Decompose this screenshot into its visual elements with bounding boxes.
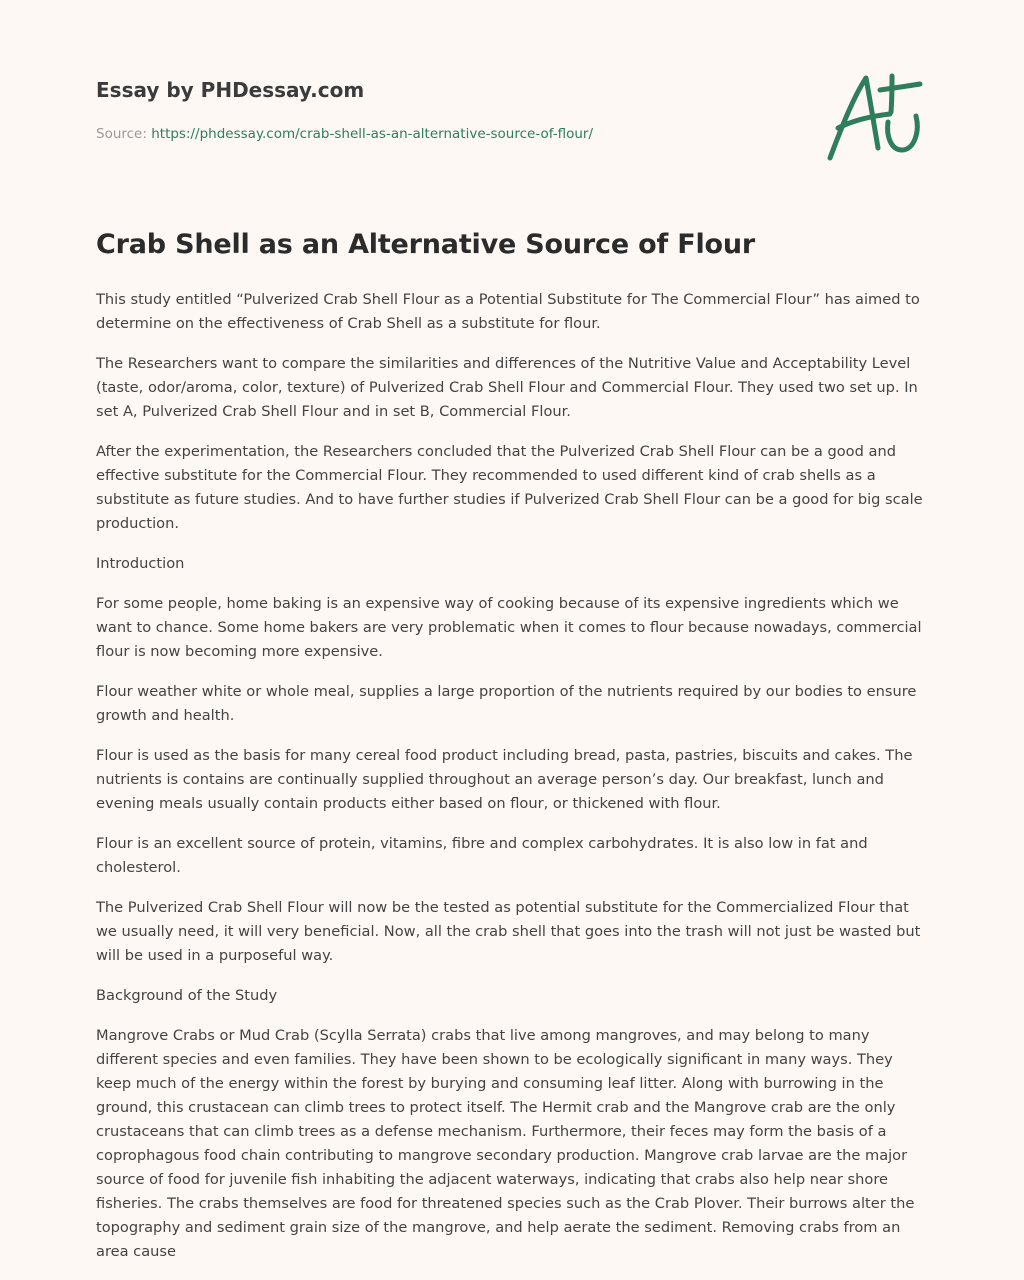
paragraph: The Researchers want to compare the similarities and differences of the Nutritive Value and Acceptability Level (taste, odor/aroma, color, texture) of Pulverized Crab Shell Flour and Commercial Flour. They used two set up. In set A, Pulverized Crab Shell Flour and in set B, Commercial Flour. [96,355,918,420]
article-title: Crab Shell as an Alternative Source of Flour [96,229,756,260]
paragraph: The Pulverized Crab Shell Flour will now be the tested as potential substitute for the Commercialized Flour that we usually need, it will very beneficial. Now, all the crab shell that goes into the trash will not just be wasted but will be used in a purposeful way. [96,899,921,964]
paragraph: Flour is an excellent source of protein, vitamins, fibre and complex carbohydrates. It is also low in fat and cholesterol. [96,835,868,876]
section-heading-background: Background of the Study [96,987,278,1004]
page-header [96,76,736,144]
paragraph: Flour is used as the basis for many cereal food product including bread, pasta, pastries, biscuits and cakes. The nutrients is contains are continually supplied throughout an average person’s day. Our breakfast, lunch and evening meals usually contain products either based on flour, or thickened with flour. [96,747,913,812]
source-label: Source: [96,126,152,142]
paragraph: After the experimentation, the Researchers concluded that the Pulverized Crab Shell Flour can be a good and effective substitute for the Commercial Flour. They recommended to used different kind of crab shells as a substitute as future studies. And to have further studies if Pulverized Crab Shell Flour can be a good for big scale production. [96,443,923,532]
source-line [96,124,736,144]
paragraph: Flour weather white or whole meal, supplies a large proportion of the nutrients required by our bodies to ensure growth and health. [96,683,917,724]
paragraph: For some people, home baking is an expensive way of cooking because of its expensive ingredients which we want to chance. Some home bakers are very problematic when it comes to flour because nowadays, commercial flour is now becoming more expensive. [96,595,922,660]
article [96,224,928,1280]
paragraph: Mangrove Crabs or Mud Crab (Scylla Serrata) crabs that live among mangroves, and may belong to many different species and even families. They have been shown to be ecologically significant in many ways. They keep much of the energy within the forest by burying and consuming leaf litter. Along with burrowing in the ground, this crustacean can climb trees to protect itself. The Hermit crab and the Mangrove crab are the only crustaceans that can climb trees as a defense mechanism. Furthermore, their feces may form the basis of a coprophagous food chain contributing to mangrove secondary production. Mangrove crab larvae are the major source of food for juvenile fish inhabiting the adjacent waterways, indicating that crabs also help near shore fisheries. The crabs themselves are food for threatened species such as the Crab Plover. Their burrows alter the topography and sediment grain size of the mangrove, and help aerate the sediment. Removing crabs from an area cause [96,1027,915,1260]
section-heading-introduction: Introduction [96,555,185,572]
site-brand: Essay by PHDessay.com [96,78,365,102]
paragraph: This study entitled “Pulverized Crab Shell Flour as a Potential Substitute for The Commercial Flour” has aimed to determine on the effectiveness of Crab Shell as a substitute for flour. [96,291,920,332]
source-link[interactable]: https://phdessay.com/crab-shell-as-an-alternative-source-of-flour/ [151,126,594,142]
a-plus-logo-icon [820,66,930,166]
